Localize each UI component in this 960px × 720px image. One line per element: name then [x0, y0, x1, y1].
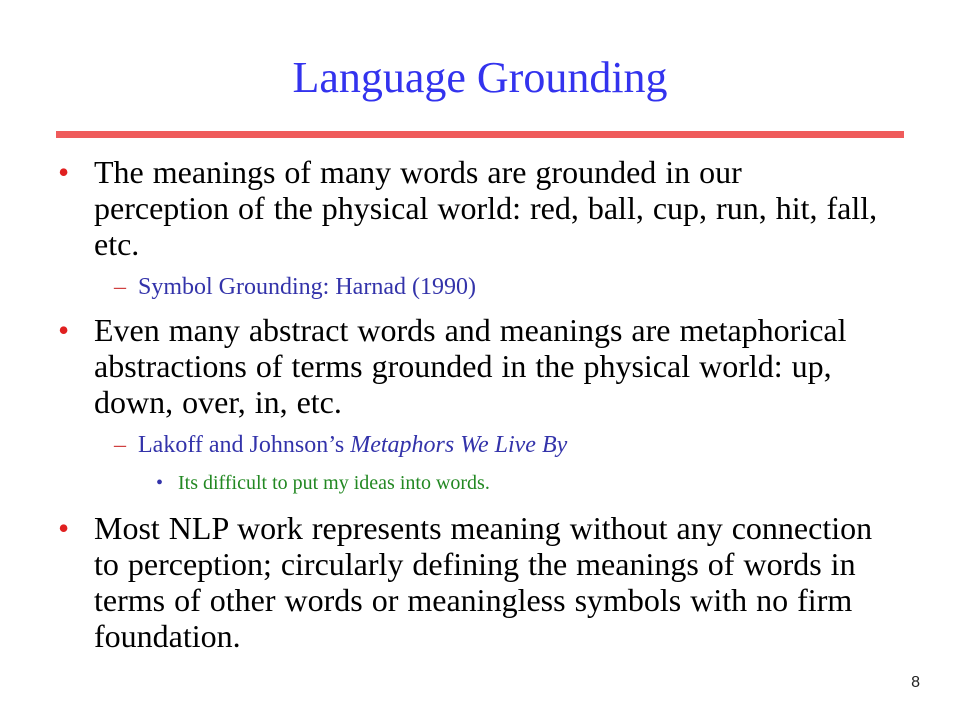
bullet-item-grounded-meanings: [58, 154, 878, 262]
bullet-text: Even many abstract words and meanings are metaphorical abstractions of terms grounded in the physical world: up, down, over, in, etc.: [94, 312, 847, 420]
bullet-item-nlp-work: [58, 510, 878, 654]
example-text: Its difficult to put my ideas into words.: [178, 472, 490, 494]
bullet-text: Most NLP work represents meaning without any connection to perception; circularly defining the meanings of words in terms of other words or meaningless symbols with no firm foundation.: [94, 510, 873, 654]
bullet-dot-icon: •: [58, 154, 70, 190]
title-underline: [56, 131, 904, 138]
small-bullet-icon: •: [156, 472, 164, 494]
sub-bullet-lakoff-johnson: [58, 430, 878, 460]
dash-icon: –: [114, 432, 126, 458]
example-item: [58, 470, 878, 496]
book-title: Metaphors We Live By: [350, 432, 568, 458]
bullet-item-abstract-words: [58, 312, 878, 420]
bullet-dot-icon: •: [58, 510, 70, 546]
dash-icon: –: [114, 274, 126, 300]
sub-bullet-text: Symbol Grounding: Harnad (1990): [138, 274, 476, 300]
page-number: 8: [911, 674, 920, 691]
sub-bullet-symbol-grounding: [58, 272, 878, 302]
bullet-text: The meanings of many words are grounded in our perception of the physical world: red, ball, cup, run, hit, fall, etc.: [94, 154, 878, 262]
slide-title: Language Grounding: [292, 53, 668, 102]
bullet-dot-icon: •: [58, 312, 70, 348]
slide-body: [58, 154, 878, 664]
sub-bullet-text-prefix: Lakoff and Johnson’s: [138, 432, 351, 458]
